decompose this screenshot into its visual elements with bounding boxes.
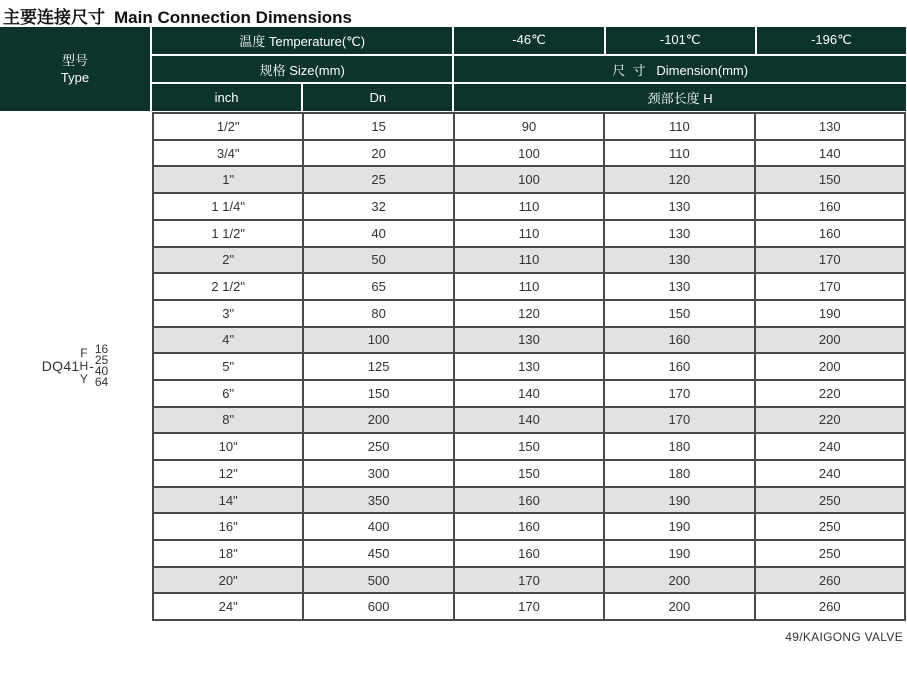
table-cell: 20" xyxy=(153,567,303,594)
dimension-data-table xyxy=(152,112,906,621)
table-cell: 100 xyxy=(454,166,604,193)
table-cell: 100 xyxy=(303,327,453,354)
table-row xyxy=(153,513,905,540)
table-cell: 130 xyxy=(604,193,754,220)
data-columns xyxy=(152,27,906,621)
table-cell: 110 xyxy=(604,113,754,140)
type-label-number: 40 xyxy=(94,364,109,379)
table-cell: 160 xyxy=(604,353,754,380)
table-row xyxy=(153,593,905,620)
table-cell: 100 xyxy=(454,140,604,167)
table-cell: 130 xyxy=(454,353,604,380)
table-cell: 16" xyxy=(153,513,303,540)
type-label-letter: F xyxy=(80,345,88,360)
table-cell: 160 xyxy=(755,193,905,220)
table-cell: 1" xyxy=(153,166,303,193)
table-cell: 1/2" xyxy=(153,113,303,140)
table-cell: 1 1/2" xyxy=(153,220,303,247)
table-row xyxy=(153,140,905,167)
table-cell: 600 xyxy=(303,593,453,620)
table-cell: 400 xyxy=(303,513,453,540)
header-cell-minus196: -196℃ xyxy=(757,27,906,54)
table-row xyxy=(153,327,905,354)
table-cell: 110 xyxy=(454,220,604,247)
table-cell: 300 xyxy=(303,460,453,487)
page-footer xyxy=(0,621,907,644)
table-cell: 180 xyxy=(604,433,754,460)
table-row xyxy=(153,460,905,487)
table-row xyxy=(153,300,905,327)
table-cell: 12" xyxy=(153,460,303,487)
table-cell: 130 xyxy=(755,113,905,140)
table-cell: 2 1/2" xyxy=(153,273,303,300)
table-cell: 240 xyxy=(755,460,905,487)
type-label-dash: - xyxy=(89,358,94,375)
table-row xyxy=(153,567,905,594)
type-label-letter-stack xyxy=(80,347,89,386)
table-row xyxy=(153,273,905,300)
table-cell: 24" xyxy=(153,593,303,620)
type-header-en: Type xyxy=(60,70,90,85)
table-cell: 25 xyxy=(303,166,453,193)
table-cell: 200 xyxy=(755,327,905,354)
table-cell: 15 xyxy=(303,113,453,140)
type-column-header xyxy=(0,27,150,111)
type-label-prefix: DQ41 xyxy=(41,358,80,375)
table-row xyxy=(153,433,905,460)
table-row xyxy=(153,193,905,220)
table-cell: 350 xyxy=(303,487,453,514)
table-cell: 50 xyxy=(303,247,453,274)
table-cell: 150 xyxy=(755,166,905,193)
table-cell: 250 xyxy=(303,433,453,460)
page-title-cn: 主要连接尺寸 xyxy=(3,8,105,27)
page-title-en: Main Connection Dimensions xyxy=(114,8,353,27)
table-cell: 10" xyxy=(153,433,303,460)
table-cell: 110 xyxy=(454,247,604,274)
page-title xyxy=(0,0,907,27)
table-cell: 190 xyxy=(604,487,754,514)
table-row xyxy=(153,113,905,140)
table-cell: 160 xyxy=(454,487,604,514)
table-cell: 140 xyxy=(755,140,905,167)
table-cell: 4" xyxy=(153,327,303,354)
table-cell: 160 xyxy=(755,220,905,247)
table-cell: 110 xyxy=(604,140,754,167)
table-cell: 200 xyxy=(755,353,905,380)
table-cell: 110 xyxy=(454,273,604,300)
type-label-number: 25 xyxy=(94,353,109,368)
header-cell-inch: inch xyxy=(152,84,301,111)
table-cell: 150 xyxy=(303,380,453,407)
type-header-cn: 型号 xyxy=(61,53,88,68)
type-column xyxy=(0,27,150,621)
table-cell: 130 xyxy=(454,327,604,354)
table-cell: 160 xyxy=(454,513,604,540)
table-cell: 450 xyxy=(303,540,453,567)
table-row xyxy=(153,247,905,274)
table-row xyxy=(153,407,905,434)
table-row xyxy=(153,380,905,407)
header-cell-minus101: -101℃ xyxy=(606,27,755,54)
table-cell: 65 xyxy=(303,273,453,300)
table-cell: 110 xyxy=(454,193,604,220)
table-cell: 32 xyxy=(303,193,453,220)
table-cell: 250 xyxy=(755,513,905,540)
table-cell: 250 xyxy=(755,487,905,514)
table-cell: 8" xyxy=(153,407,303,434)
table-cell: 1 1/4" xyxy=(153,193,303,220)
table-cell: 2" xyxy=(153,247,303,274)
table-cell: 200 xyxy=(303,407,453,434)
table-row xyxy=(153,540,905,567)
table-cell: 170 xyxy=(755,273,905,300)
type-label-number-stack xyxy=(95,344,108,388)
table-cell: 120 xyxy=(454,300,604,327)
type-label-letter: Y xyxy=(79,371,88,386)
table-header xyxy=(152,27,906,111)
table-row xyxy=(153,353,905,380)
table-cell: 170 xyxy=(604,407,754,434)
table-row xyxy=(153,220,905,247)
table-cell: 120 xyxy=(604,166,754,193)
valve-type-label xyxy=(42,344,108,388)
table-cell: 160 xyxy=(454,540,604,567)
table-cell: 125 xyxy=(303,353,453,380)
type-label-letter: H xyxy=(79,358,89,373)
table-cell: 170 xyxy=(454,593,604,620)
header-cell-dimension: 尺 寸 Dimension(mm) xyxy=(454,56,906,83)
header-cell-size: 规格 Size(mm) xyxy=(152,56,452,83)
table-cell: 260 xyxy=(755,593,905,620)
table-cell: 150 xyxy=(604,300,754,327)
table-cell: 130 xyxy=(604,247,754,274)
table-cell: 180 xyxy=(604,460,754,487)
table-cell: 140 xyxy=(454,380,604,407)
table-cell: 3" xyxy=(153,300,303,327)
table-cell: 40 xyxy=(303,220,453,247)
type-label-number: 64 xyxy=(94,375,109,390)
table-cell: 190 xyxy=(755,300,905,327)
table-cell: 80 xyxy=(303,300,453,327)
table-cell: 200 xyxy=(604,593,754,620)
table-cell: 220 xyxy=(755,380,905,407)
dimensions-table xyxy=(0,27,906,621)
table-cell: 170 xyxy=(755,247,905,274)
table-cell: 170 xyxy=(604,380,754,407)
table-row xyxy=(153,487,905,514)
table-cell: 14" xyxy=(153,487,303,514)
table-cell: 140 xyxy=(454,407,604,434)
table-cell: 260 xyxy=(755,567,905,594)
table-cell: 190 xyxy=(604,540,754,567)
table-cell: 150 xyxy=(454,460,604,487)
table-cell: 250 xyxy=(755,540,905,567)
table-cell: 90 xyxy=(454,113,604,140)
table-cell: 170 xyxy=(454,567,604,594)
table-cell: 3/4" xyxy=(153,140,303,167)
type-label-number: 16 xyxy=(94,342,109,357)
table-cell: 130 xyxy=(604,220,754,247)
table-cell: 220 xyxy=(755,407,905,434)
table-row xyxy=(153,166,905,193)
table-cell: 5" xyxy=(153,353,303,380)
footer-text: 49/KAIGONG VALVE xyxy=(785,630,903,645)
table-cell: 190 xyxy=(604,513,754,540)
header-cell-minus46: -46℃ xyxy=(454,27,603,54)
table-cell: 130 xyxy=(604,273,754,300)
header-cell-dn: Dn xyxy=(303,84,452,111)
table-cell: 20 xyxy=(303,140,453,167)
type-column-body xyxy=(0,111,150,621)
table-cell: 200 xyxy=(604,567,754,594)
table-cell: 18" xyxy=(153,540,303,567)
header-cell-temperature: 温度 Temperature(℃) xyxy=(152,27,452,54)
header-cell-neck-length: 颈部长度 H xyxy=(454,84,906,111)
table-cell: 6" xyxy=(153,380,303,407)
table-cell: 500 xyxy=(303,567,453,594)
table-cell: 160 xyxy=(604,327,754,354)
table-cell: 240 xyxy=(755,433,905,460)
table-cell: 150 xyxy=(454,433,604,460)
